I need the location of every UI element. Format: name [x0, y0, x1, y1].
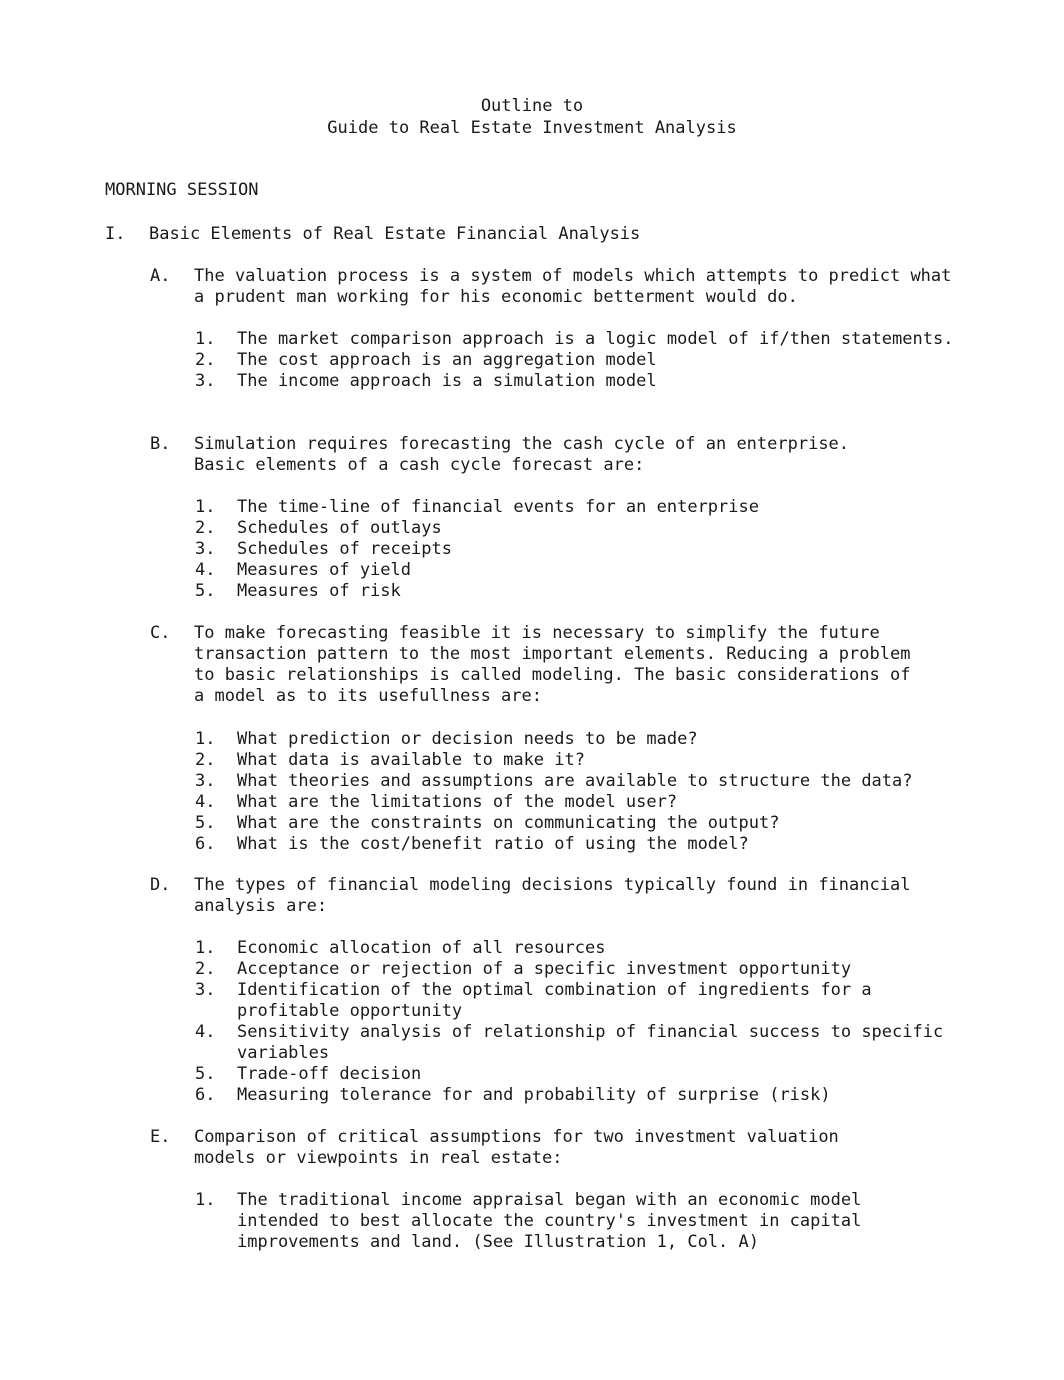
item-number: 4.	[195, 792, 216, 812]
list-item	[195, 350, 957, 371]
item-number: 4.	[195, 1022, 216, 1042]
item-number: 1.	[195, 938, 216, 958]
subsection-e	[150, 1127, 894, 1169]
list-item	[195, 1064, 957, 1085]
subsection-text: The types of financial modeling decisions typically found in financial analysis are:	[194, 875, 911, 916]
subsection-label: E.	[150, 1127, 171, 1147]
item-number: 2.	[195, 959, 216, 979]
item-text: Schedules of outlays	[237, 518, 442, 538]
subsection-label: A.	[150, 266, 171, 286]
subsection-a-list	[195, 329, 957, 392]
item-text: What theories and assumptions are available to structure the data?	[237, 771, 913, 791]
item-text: Acceptance or rejection of a specific investment opportunity	[237, 959, 852, 979]
item-text: The income approach is a simulation model	[237, 371, 657, 391]
item-number: 4.	[195, 560, 216, 580]
item-number: 3.	[195, 539, 216, 559]
subsection-b-list	[195, 497, 957, 602]
list-item	[195, 729, 957, 750]
list-item	[195, 1190, 907, 1253]
item-text: Measures of yield	[237, 560, 411, 580]
item-number: 1.	[195, 497, 216, 517]
session-heading: MORNING SESSION	[105, 180, 259, 200]
list-item	[195, 959, 957, 980]
item-number: 2.	[195, 750, 216, 770]
item-number: 2.	[195, 518, 216, 538]
item-number: 3.	[195, 371, 216, 391]
subsection-label: B.	[150, 434, 171, 454]
item-number: 1.	[195, 729, 216, 749]
list-item	[195, 792, 957, 813]
subsection-label: D.	[150, 875, 171, 895]
list-item	[195, 980, 957, 1022]
item-number: 5.	[195, 581, 216, 601]
list-item	[195, 771, 957, 792]
list-item	[195, 560, 957, 581]
item-number: 2.	[195, 350, 216, 370]
item-number: 5.	[195, 813, 216, 833]
subsection-text: Simulation requires forecasting the cash cycle of an enterprise. Basic elements of a cash cycle forecast are:	[194, 434, 850, 475]
item-text: The time-line of financial events for an enterprise	[237, 497, 759, 517]
list-item	[195, 813, 957, 834]
subsection-d	[150, 875, 954, 917]
item-text: Measures of risk	[237, 581, 401, 601]
item-text: Schedules of receipts	[237, 539, 452, 559]
title-line-2: Guide to Real Estate Investment Analysis	[327, 118, 737, 138]
item-text: The cost approach is an aggregation model	[237, 350, 657, 370]
list-item	[195, 371, 957, 392]
item-text: Economic allocation of all resources	[237, 938, 606, 958]
item-text: What data is available to make it?	[237, 750, 585, 770]
subsection-d-list	[195, 938, 957, 1106]
list-item	[195, 518, 957, 539]
title-line-1: Outline to	[480, 96, 584, 116]
subsection-label: C.	[150, 623, 171, 643]
item-text: Sensitivity analysis of relationship of financial success to specific variables	[237, 1022, 944, 1063]
subsection-c-list	[195, 729, 957, 855]
list-item	[195, 938, 957, 959]
list-item	[195, 834, 957, 855]
subsection-text: Comparison of critical assumptions for two investment valuation models or viewpoints in real estate:	[194, 1127, 839, 1168]
list-item	[195, 1022, 957, 1064]
item-number: 1.	[195, 1190, 216, 1210]
item-number: 3.	[195, 980, 216, 1000]
item-text: What is the cost/benefit ratio of using the model?	[237, 834, 749, 854]
item-text: What prediction or decision needs to be made?	[237, 729, 698, 749]
subsection-e-list	[195, 1190, 907, 1253]
item-number: 1.	[195, 329, 216, 349]
item-text: Identification of the optimal combination of ingredients for a profitable opportunity	[237, 980, 872, 1021]
item-text: Trade-off decision	[237, 1064, 422, 1084]
section-number: I.	[105, 224, 126, 244]
item-number: 6.	[195, 834, 216, 854]
item-text: What are the limitations of the model user?	[237, 792, 678, 812]
subsection-a	[150, 266, 954, 308]
list-item	[195, 497, 957, 518]
document-title	[0, 96, 1064, 140]
item-text: The market comparison approach is a logic model of if/then statements.	[237, 329, 954, 349]
section-heading	[105, 224, 640, 245]
item-text: Measuring tolerance for and probability of surprise (risk)	[237, 1085, 831, 1105]
subsection-b	[150, 434, 894, 476]
item-number: 5.	[195, 1064, 216, 1084]
item-number: 6.	[195, 1085, 216, 1105]
subsection-text: To make forecasting feasible it is necessary to simplify the future transaction pattern to the most important elements. Reducing a problem to basic relationships is called modeling. The basic considerations of a model as to its usefullness are:	[194, 623, 911, 706]
list-item	[195, 750, 957, 771]
list-item	[195, 581, 957, 602]
list-item	[195, 539, 957, 560]
section-title: Basic Elements of Real Estate Financial Analysis	[149, 224, 641, 244]
item-text: The traditional income appraisal began with an economic model intended to best allocate the country's investment in capital improvements and land. (See Illustration 1, Col. A)	[237, 1190, 862, 1252]
list-item	[195, 1085, 957, 1106]
subsection-c	[150, 623, 924, 707]
item-number: 3.	[195, 771, 216, 791]
list-item	[195, 329, 957, 350]
subsection-text: The valuation process is a system of models which attempts to predict what a prudent man working for his economic betterment would do.	[194, 266, 952, 307]
item-text: What are the constraints on communicating the output?	[237, 813, 780, 833]
